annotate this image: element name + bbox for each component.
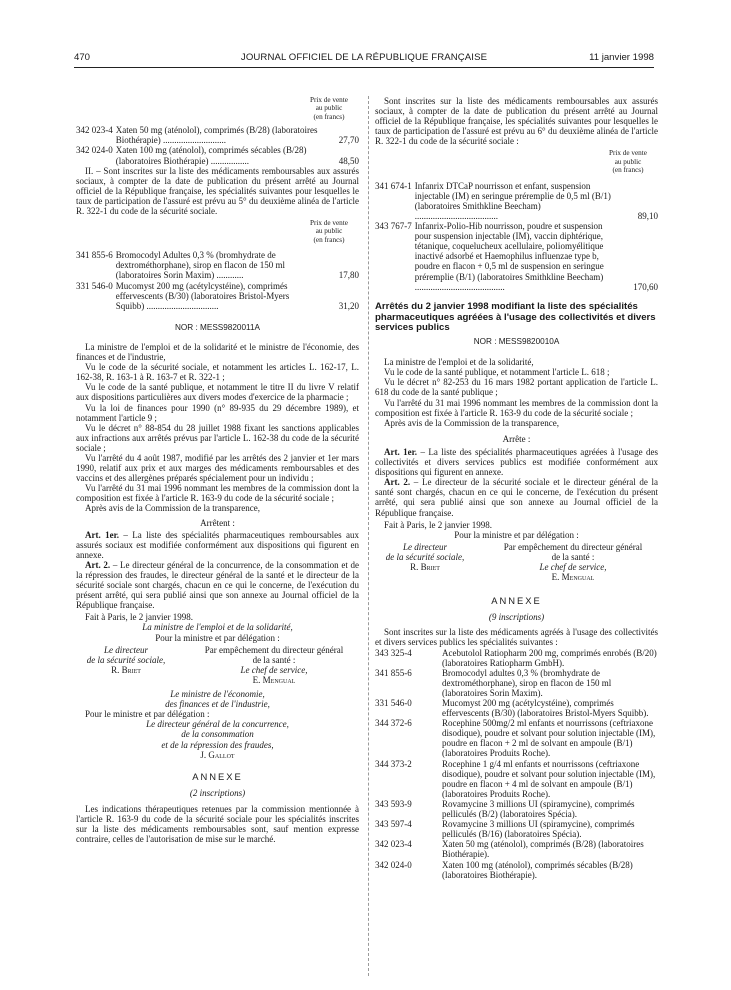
list-item [76, 125, 359, 145]
item-desc: Mucomyst 200 mg (acétylcystéine), comprimés effervescents (B/30) (laboratoires Bristol-Myers Squibb) ................................ [115, 280, 290, 311]
intro-paragraph: Sont inscrites sur la liste des médicaments remboursables aux assurés sociaux, à compter de la date de publication du présent arrêté au Journal officiel de la République française, les spécialités suivantes pour lesquelles le taux de participation de l'assuré est prévu au 6° du deuxième alinéa de l'article R. 322-1 du code de la sécurité sociale : [375, 96, 658, 147]
item-desc: Bromocodyl adultes 0,3 % (bromhydrate de dextrométhorphane), sirop en flacon de 150 ml (laboratoires Sorin Maxim). [442, 667, 612, 698]
price-header-line: (en francs) [313, 235, 345, 244]
delegation: Pour la ministre et par délégation : [454, 529, 579, 540]
article-1 [375, 447, 658, 477]
nor-reference: NOR : MESS9820011A [175, 322, 260, 332]
item-price: 17,80 [338, 270, 359, 281]
item-code: 343 597-4 [375, 819, 412, 830]
item-code: 341 674-1 [375, 180, 412, 191]
item-desc: Xaten 50 mg (aténolol), comprimés (B/28) (laboratoires Biothérapie). [442, 839, 644, 860]
signature-line: de la consommation [181, 729, 254, 740]
item-desc: Xaten 50 mg (aténolol), comprimés (B/28) (laboratoires Biothérapie) ............................ [115, 125, 318, 146]
issue-date: 11 janvier 1998 [589, 52, 654, 63]
nor-reference: NOR : MESS9820010A [473, 337, 560, 347]
delegation: Pour le ministre et par délégation : [85, 709, 210, 720]
preamble-line: Vu le code de la santé publique, et notamment l'article L. 618 ; [384, 367, 610, 378]
item-desc: Rocephine 500mg/2 ml enfants et nourrissons (ceftriaxone disodique), poudre et solvant pour solution injectable (IM), poudre en flacon + 2 ml de solvant en ampoule (B/1) (laboratoires Produits Roche). [442, 718, 656, 759]
item-code: 341 855-6 [76, 250, 113, 261]
header-rule [74, 67, 654, 68]
preamble-line: Vu l'arrêté du 31 mai 1996 nommant les membres de la commission dont la composition est fixée à l'article R. 163-9 du code de la sécurité sociale ; [76, 483, 359, 504]
item-code: 343 767-7 [375, 221, 412, 232]
item-code: 343 325-4 [375, 647, 412, 658]
item-desc: Infanrix-Polio-Hib nourrisson, poudre et suspension pour suspension injectable (IM), vaccin diphtérique, tétanique, coquelucheux acellulaire, poliomyélitique inactivé adsorbé et Haemophilus influenzae type b, poudre en flacon + 0,5 ml de suspension en seringue préremplie (B/1) (laboratoires Smithkline Beecham) ........................................ [414, 221, 604, 292]
price-header-line: au public [315, 227, 343, 236]
item-desc: Bromocodyl Adultes 0,3 % (bromhydrate de dextrométhorphane), sirop en flacon de 150 ml (laboratoires Sorin Maxim) ............ [115, 250, 285, 281]
item-price: 27,70 [338, 135, 359, 146]
arrete: Arrête : [502, 433, 531, 444]
fait-a-paris: Fait à Paris, le 2 janvier 1998. [85, 612, 193, 623]
signatory-name: E. Mengual [551, 572, 595, 583]
signature-line: de la sécurité sociale, [86, 654, 166, 665]
article-text: – La liste des spécialités pharmaceutiques remboursables aux assurés sociaux est modifiée conformément aux dispositions qui figurent en annexe. [76, 529, 360, 560]
list-item [375, 698, 658, 718]
arretent: Arrêtent : [200, 517, 235, 528]
price-header [299, 96, 359, 121]
minister-line: Le ministre de l'économie, [170, 689, 265, 700]
article-2 [375, 477, 658, 517]
annexe-intro: Sont inscrites sur la liste des médicaments agréés à l'usage des collectivités et divers services publics les spécialités suivantes : [375, 627, 658, 648]
item-desc: Infanrix DTCaP nourrisson et enfant, suspension injectable (IM) en seringue préremplie de 0,5 ml (B/1) (laboratoires Smithkline Beecham) ..................................... [414, 180, 611, 221]
item-code: 343 593-9 [375, 798, 412, 809]
signature-line: Par empêchement du directeur général [204, 644, 344, 655]
preamble-line: La ministre de l'emploi et de la solidarité, [384, 357, 534, 368]
item-desc: Rovamycine 3 millions UI (spiramycine), comprimés pelliculés (B/16) (laboratoires Spécia). [442, 819, 635, 840]
article-label: Art. 1er. [85, 529, 120, 540]
page-header [74, 52, 654, 66]
list-item [76, 145, 359, 165]
article-text: – La liste des spécialités pharmaceutiques agréées à l'usage des collectivités et divers services publics est modifiée conformément aux dispositions qui figurent en annexe. [375, 446, 658, 478]
preamble-line: Vu l'arrêté du 4 août 1987, modifié par les arrêtés des 2 janvier et 1er mars 1990, relatif aux prix et aux marges des médicaments remboursables et des vaccins et des allergènes préparés spécialement pour un individu ; [76, 452, 359, 484]
item-code: 331 546-0 [375, 698, 412, 709]
article-2 [76, 560, 359, 610]
column-separator [368, 96, 369, 976]
list-item [375, 668, 658, 698]
signature-right [189, 645, 359, 685]
signatures [375, 542, 658, 582]
item-code: 342 023-4 [375, 839, 412, 850]
item-price: 170,60 [633, 281, 658, 292]
left-column [76, 96, 359, 844]
item-desc: Xaten 100 mg (aténolol), comprimés sécables (B/28) (laboratoires Biothérapie). [442, 859, 633, 880]
price-header-line: au public [315, 104, 343, 113]
annexe-heading: ANNEXE [491, 595, 542, 607]
section-title: Arrêtés du 2 janvier 1998 modifiant la liste des spécialités pharmaceutiques agréées à l'usage des collectivités et divers services publics [375, 300, 656, 334]
signatory-name: J. Gallot [200, 749, 235, 760]
item-code: 331 546-0 [76, 280, 113, 291]
final-paragraph: Les indications thérapeutiques retenues par la commission mentionnée à l'article R. 163-9 du code de la sécurité sociale pour les spécialités inscrites sur la liste des médicaments remboursables sont, sauf mention expresse contraire, celles de l'autorisation de mise sur le marché. [76, 803, 359, 845]
item-desc: Xaten 100 mg (aténolol), comprimés sécables (B/28) (laboratoires Biothérapie) ................. [115, 145, 307, 166]
signature-left [76, 645, 176, 685]
preamble-line: Vu la loi de finances pour 1990 (n° 89-935 du 29 décembre 1989), et notamment l'article 9 ; [76, 402, 359, 423]
list-item [375, 181, 658, 221]
signature-line: de la santé : [551, 551, 595, 562]
price-header-line: Prix de vente [609, 149, 647, 158]
signatures [76, 645, 359, 685]
preamble-line: Vu le décret n° 82-253 du 16 mars 1982 portant application de l'article L. 618 du code de la santé publique ; [375, 377, 658, 398]
price-header-line: Prix de vente [310, 96, 348, 104]
item-code: 344 373-2 [375, 758, 412, 769]
item-desc: Mucomyst 200 mg (acétylcystéine), comprimés effervescents (B/30) (laboratoires Bristol-Myers Squibb). [442, 698, 649, 719]
list-item [375, 221, 658, 292]
signatory-name: E. Mengual [252, 674, 296, 685]
price-header-line: Prix de vente [310, 219, 348, 228]
list-item [375, 759, 658, 799]
list-item [375, 799, 658, 819]
list-item [375, 819, 658, 839]
minister-title: La ministre de l'emploi et de la solidarité, [142, 622, 293, 633]
list-item [375, 860, 658, 880]
right-column [375, 96, 658, 880]
signature-line: Le directeur [104, 644, 148, 655]
journal-title: JOURNAL OFFICIEL DE LA RÉPUBLIQUE FRANÇAISE [240, 52, 488, 63]
article-label: Art. 2. [85, 559, 111, 570]
list-item [76, 250, 359, 280]
price-header-line: (en francs) [313, 112, 345, 121]
item-price: 31,20 [338, 300, 359, 311]
signature-line: Par empêchement du directeur général [503, 541, 643, 552]
signature-line: de la santé : [252, 654, 296, 665]
item-code: 342 024-0 [76, 145, 113, 156]
item-price: 48,50 [338, 155, 359, 166]
article-label: Art. 1er. [384, 446, 418, 457]
annexe-heading: ANNEXE [192, 770, 243, 782]
list-item [375, 718, 658, 758]
minister-line: des finances et de l'industrie, [165, 699, 270, 710]
item-desc: Rocephine 1 g/4 ml enfants et nourrissons (ceftriaxone disodique), poudre et solvant pour solution injectable (IM), poudre en flacon + 4 ml de solvant en ampoule (B/1) (laboratoires Produits Roche). [442, 758, 656, 799]
item-code: 344 372-6 [375, 718, 412, 729]
item-desc: Acebutolol Ratiopharm 200 mg, comprimés enrobés (B/20) (laboratoires Ratiopharm GmbH). [442, 647, 657, 668]
fait-a-paris: Fait à Paris, le 2 janvier 1998. [384, 519, 492, 530]
price-header-line: (en francs) [612, 166, 644, 175]
dg-concurrence [76, 719, 359, 759]
page-number: 470 [74, 52, 91, 63]
signature-line: Le chef de service, [539, 561, 607, 572]
signature-left [375, 542, 475, 582]
item-price: 89,10 [637, 210, 658, 221]
preamble-line: La ministre de l'emploi et de la solidarité et le ministre de l'économie, des finances et de l'industrie, [76, 341, 359, 363]
preamble-line: Vu le décret n° 88-854 du 28 juillet 1988 fixant les sanctions applicables aux infractions aux arrêtés prévus par l'article L. 162-38 du code de la sécurité sociale ; [76, 422, 359, 453]
signature-line: de la sécurité sociale, [385, 551, 465, 562]
item-code: 342 024-0 [375, 859, 412, 870]
signatory-name: R. Briet [111, 664, 141, 675]
list-item [375, 648, 658, 668]
preamble-line: Vu le code de la santé publique, et notamment le titre II du livre V relatif aux dispositions particulières aux divers modes d'exercice de la pharmacie ; [76, 382, 359, 403]
inscriptions-count: (9 inscriptions) [488, 612, 545, 623]
price-header [598, 149, 658, 174]
price-header-line: au public [614, 157, 642, 166]
item-desc: Rovamycine 3 millions UI (spiramycine), comprimés pelliculés (B/2) (laboratoires Spécia). [442, 798, 635, 820]
signature-line: Le chef de service, [240, 664, 308, 675]
article-label: Art. 2. [384, 477, 411, 488]
article-1 [76, 530, 359, 560]
signature-line: Le directeur [403, 541, 447, 552]
inscriptions-count: (2 inscriptions) [189, 787, 246, 798]
list-item [375, 839, 658, 859]
price-header [299, 219, 359, 244]
preamble-line: Après avis de la Commission de la transparence, [85, 503, 260, 514]
paragraph-ii: II. – Sont inscrites sur la liste des médicaments remboursables aux assurés sociaux, à compter de la date de publication du présent arrêté au Journal officiel de la République française, les spécialités suivantes pour lesquelles le taux de participation de l'assuré est prévu au 5° du deuxième alinéa de l'article R. 322-1 du code de la sécurité sociale. [76, 165, 359, 216]
signatory-name: R. Briet [410, 561, 440, 572]
delegation: Pour la ministre et par délégation : [155, 632, 280, 643]
article-text: – Le directeur de la sécurité sociale et le directeur général de la santé sont chargés, chacun en ce qui le concerne, de l'exécution du présent arrêté, qui sera publié ainsi que son annexe au Journal officiel de la République française. [375, 477, 659, 518]
signature-right [488, 542, 658, 582]
article-text: – Le directeur général de la concurrence, de la consommation et de la répression des fraudes, le directeur général de la santé et le directeur de la sécurité sociale sont chargés, chacun en ce qui le concerne, de l'exécution du présent arrêté, qui sera publié ainsi que son annexe au Journal officiel de la République française. [76, 559, 359, 611]
signature-line: et de la répression des fraudes, [161, 739, 274, 750]
list-item [76, 281, 359, 311]
item-code: 342 023-4 [76, 125, 113, 136]
preamble-line: Vu le code de la sécurité sociale, et notamment les articles L. 162-17, L. 162-38, R. 163-1 à R. 163-7 et R. 322-1 ; [76, 362, 359, 383]
signature-line: Le directeur général de la concurrence, [146, 719, 289, 730]
minister-economy [76, 689, 359, 709]
preamble-line: Vu l'arrêté du 31 mai 1996 nommant les membres de la commission dont la composition est fixée à l'article R. 163-9 du code de la sécurité sociale ; [375, 397, 658, 418]
preamble-line: Après avis de la Commission de la transparence, [384, 417, 559, 428]
item-code: 341 855-6 [375, 667, 412, 678]
